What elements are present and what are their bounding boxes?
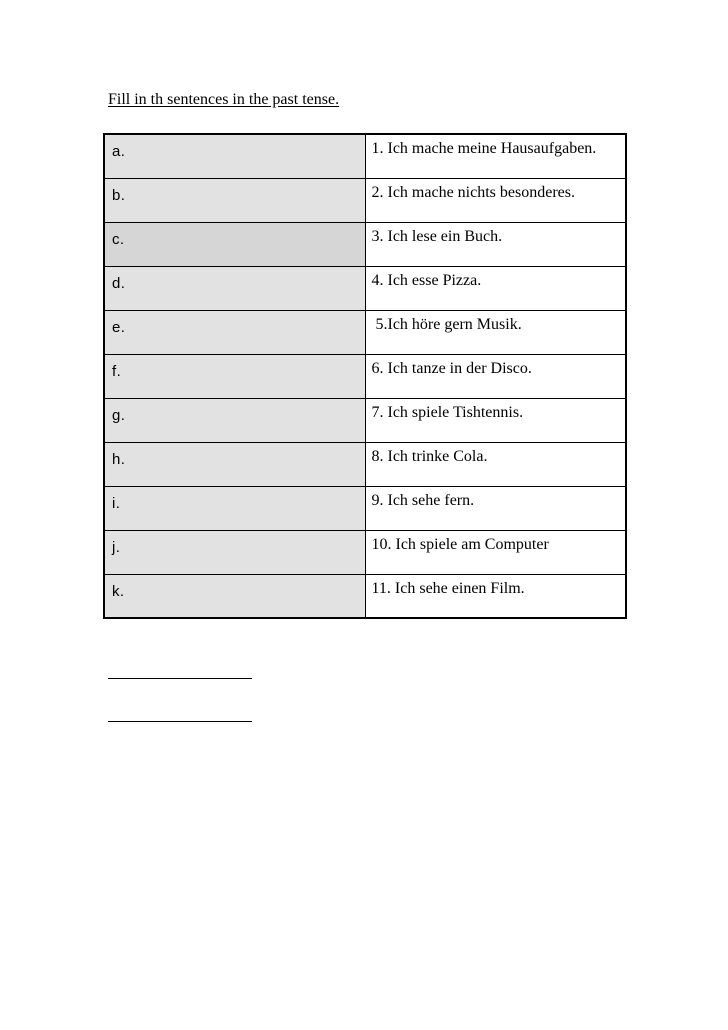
sentence-cell: 1. Ich mache meine Hausaufgaben. — [365, 134, 626, 178]
sentence-cell: 5.Ich höre gern Musik. — [365, 310, 626, 354]
answer-cell[interactable]: i. — [104, 486, 365, 530]
sentence-cell: 10. Ich spiele am Computer — [365, 530, 626, 574]
blank-answer-line — [108, 721, 252, 722]
answer-cell[interactable]: h. — [104, 442, 365, 486]
table-row — [104, 442, 626, 486]
table-row — [104, 530, 626, 574]
answer-cell[interactable]: k. — [104, 574, 365, 618]
answer-cell[interactable]: j. — [104, 530, 365, 574]
sentence-cell: 11. Ich sehe einen Film. — [371, 579, 525, 597]
table-row — [104, 574, 626, 618]
sentence-cell: 6. Ich tanze in der Disco. — [365, 354, 626, 398]
answer-cell[interactable]: f. — [104, 354, 365, 398]
table-row — [104, 222, 626, 266]
sentence-cell: 7. Ich spiele Tishtennis. — [365, 398, 626, 442]
sentence-cell: 2. Ich mache nichts besonderes. — [365, 178, 626, 222]
sentence-cell: 8. Ich trinke Cola. — [365, 442, 626, 486]
table-row — [104, 266, 626, 310]
table-row — [104, 486, 626, 530]
answer-cell[interactable]: e. — [104, 310, 365, 354]
table-row — [104, 310, 626, 354]
table-row — [104, 354, 626, 398]
answer-cell[interactable]: c. — [104, 222, 365, 266]
answer-cell[interactable]: d. — [104, 266, 365, 310]
sentence-cell: 9. Ich sehe fern. — [365, 486, 626, 530]
answer-cell[interactable]: b. — [104, 178, 365, 222]
table-row — [104, 398, 626, 442]
instruction-heading: Fill in th sentences in the past tense. — [108, 91, 340, 108]
answer-cell[interactable]: a. — [104, 134, 365, 178]
sentence-cell: 3. Ich lese ein Buch. — [365, 222, 626, 266]
table-row — [104, 178, 626, 222]
answer-cell[interactable]: g. — [104, 398, 365, 442]
blank-answer-line — [108, 678, 252, 679]
table-row — [104, 134, 626, 178]
exercise-table — [103, 133, 627, 619]
sentence-cell: 4. Ich esse Pizza. — [365, 266, 626, 310]
